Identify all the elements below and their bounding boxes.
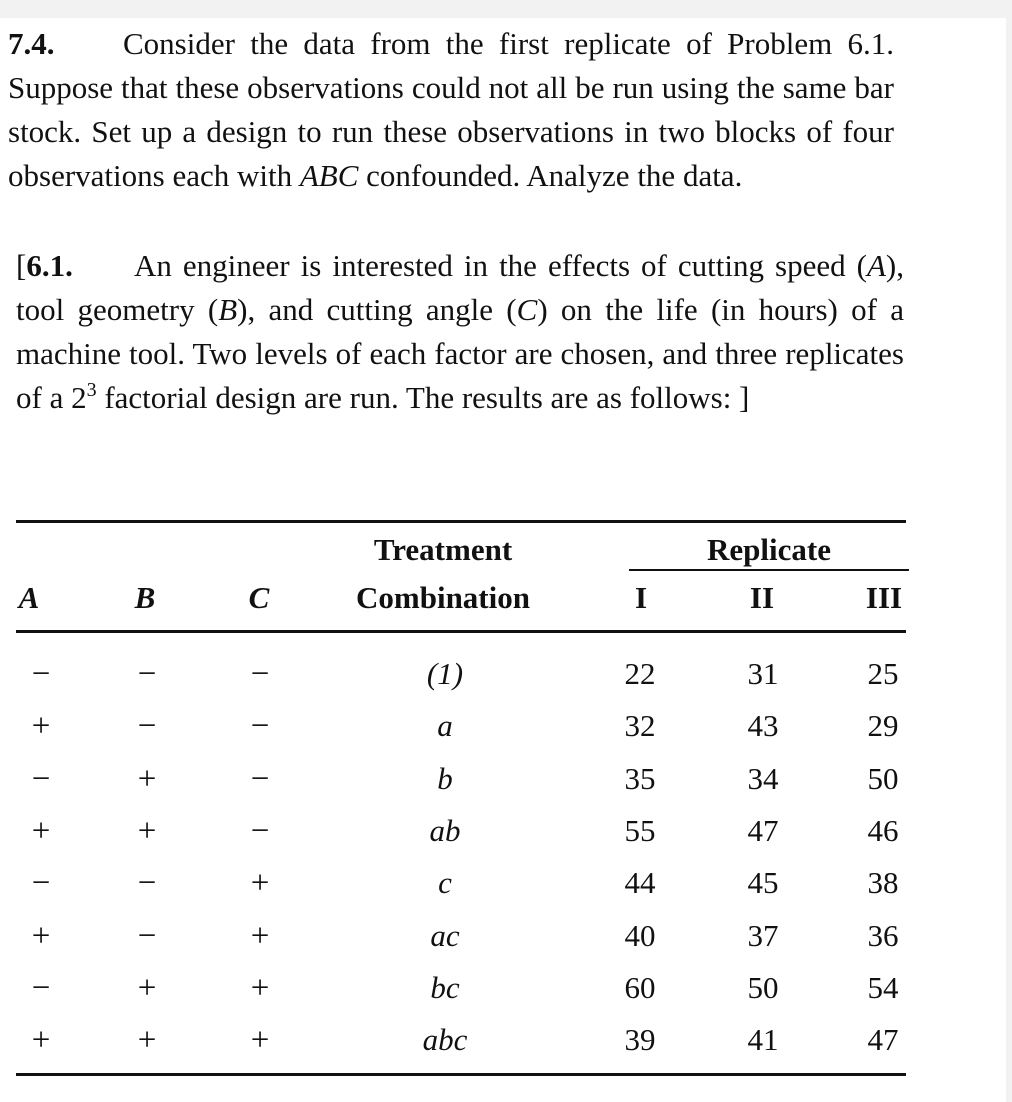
header-rep-1: I [634, 580, 648, 615]
cell-rep-3: 50 [867, 760, 899, 796]
reference-number [16, 244, 134, 288]
cell-rep-3: 54 [867, 969, 899, 1005]
open-bracket: [ [16, 248, 27, 283]
cell-c: − [250, 812, 270, 849]
cell-b: + [137, 969, 157, 1006]
cell-rep-1: 55 [624, 812, 656, 848]
cell-a: + [31, 1022, 51, 1059]
cell-a: + [31, 917, 51, 954]
cell-a: − [31, 760, 51, 797]
cell-rep-3: 46 [867, 812, 899, 848]
cell-rep-3: 36 [867, 917, 899, 953]
table-top-rule [16, 520, 906, 523]
problem-number: 7.4. [8, 26, 55, 61]
ref-text-2: ), tool geometry ( [16, 248, 904, 327]
cell-b: + [137, 1022, 157, 1059]
header-a: A [18, 580, 40, 615]
header-c: C [248, 580, 270, 615]
ref-text-5: factorial design are run. The results are as follows: ] [96, 380, 750, 415]
cell-a: − [31, 969, 51, 1006]
ref-text-3: ), and cutting angle ( [237, 292, 517, 327]
cell-b: − [137, 656, 157, 692]
cell-c: + [250, 865, 270, 902]
cell-rep-1: 35 [624, 760, 656, 796]
cell-rep-1: 32 [624, 708, 656, 744]
cell-rep-2: 37 [747, 917, 779, 953]
problem-6-1-text [16, 244, 904, 420]
header-treatment: Treatment [373, 532, 513, 567]
cell-treatment: b [437, 760, 453, 796]
cell-b: − [137, 708, 157, 745]
cell-c: − [250, 708, 270, 745]
cell-rep-3: 38 [867, 865, 899, 901]
cell-treatment: (1) [426, 656, 464, 691]
exponent: 3 [86, 379, 97, 401]
factor-c: C [516, 292, 538, 327]
ref-text-4: ) on the life (in hours) of a machine tool. Two levels of each factor are chosen, and three replicates of a 2 [16, 292, 905, 415]
problem-text-part1: Consider the data from the first replicate of Problem 6.1. Suppose that these observations could not all be run using the same bar stock. Set up a design to run these observations in two blocks of four observations each with [8, 26, 894, 193]
header-rep-2: II [749, 580, 775, 615]
table-header-rule [16, 630, 906, 633]
problem-7-4-text [8, 22, 894, 198]
cell-a: − [31, 865, 51, 902]
cell-c: + [250, 1022, 270, 1059]
cell-c: + [250, 969, 270, 1006]
cell-rep-2: 41 [747, 1022, 779, 1058]
ref-text-1: An engineer is interested in the effects of cutting speed ( [134, 248, 867, 283]
right-margin [1006, 18, 1012, 1102]
table-bottom-rule [16, 1073, 906, 1076]
cell-rep-2: 43 [747, 708, 779, 744]
cell-b: + [137, 760, 157, 797]
problem-text-part2: confounded. Analyze the data. [358, 158, 743, 193]
cell-rep-1: 40 [624, 917, 656, 953]
cell-rep-2: 34 [747, 760, 779, 796]
cell-treatment: ac [430, 917, 460, 953]
reference-number-label: 6.1. [26, 248, 73, 283]
header-replicate: Replicate [707, 532, 831, 567]
cell-rep-2: 50 [747, 969, 779, 1005]
cell-rep-2: 45 [747, 865, 779, 901]
cell-c: + [250, 917, 270, 954]
header-rep-3: III [865, 580, 903, 615]
cell-rep-1: 22 [624, 656, 656, 691]
cell-rep-1: 44 [624, 865, 656, 901]
cell-treatment: c [438, 865, 452, 901]
cell-a: − [31, 656, 51, 692]
cell-treatment: bc [430, 969, 460, 1005]
cell-rep-3: 25 [867, 656, 899, 691]
cell-b: − [137, 865, 157, 902]
factor-a: A [866, 248, 886, 283]
cell-b: + [137, 812, 157, 849]
cell-rep-3: 29 [867, 708, 899, 744]
cell-rep-2: 47 [747, 812, 779, 848]
cell-c: − [250, 760, 270, 797]
cell-treatment: abc [422, 1022, 468, 1058]
cell-rep-1: 60 [624, 969, 656, 1005]
factor-b: B [218, 292, 238, 327]
cell-rep-1: 39 [624, 1022, 656, 1058]
confounded-effect: ABC [299, 158, 359, 193]
cell-c: − [250, 656, 270, 692]
cell-rep-2: 31 [747, 656, 779, 691]
cell-b: − [137, 917, 157, 954]
top-margin [0, 0, 1012, 18]
cell-a: + [31, 812, 51, 849]
cell-rep-3: 47 [867, 1022, 899, 1058]
header-combination: Combination [356, 580, 530, 615]
cell-treatment: ab [429, 812, 461, 848]
cell-treatment: a [437, 708, 453, 744]
header-b: B [134, 580, 156, 615]
cell-a: + [31, 708, 51, 745]
